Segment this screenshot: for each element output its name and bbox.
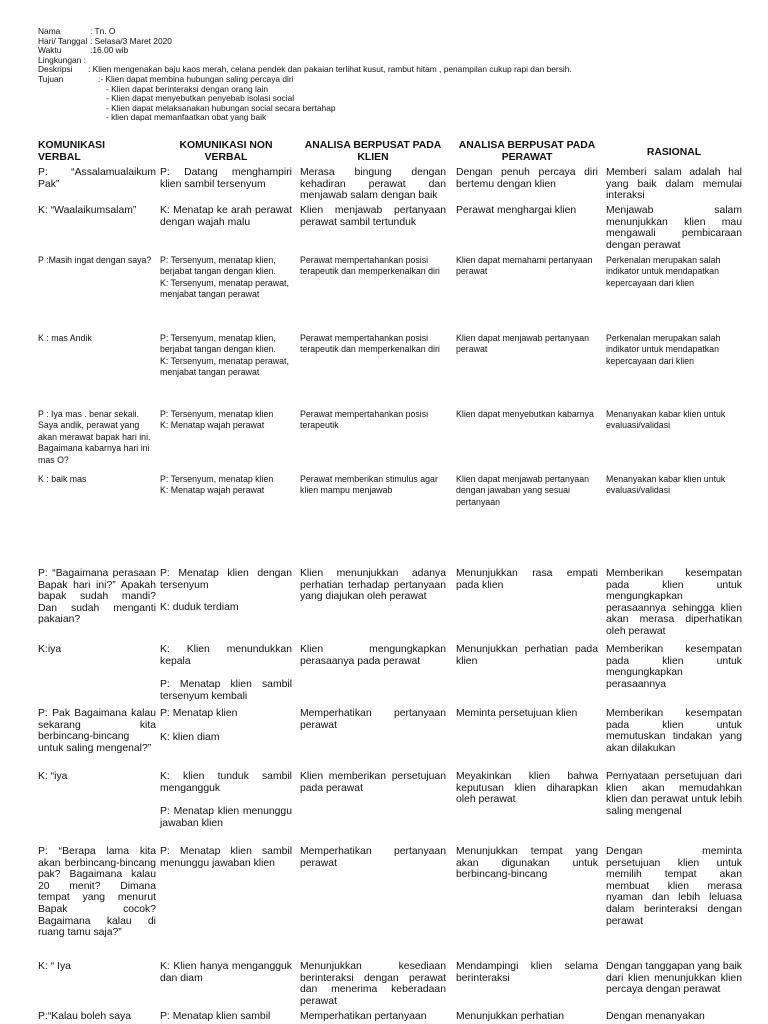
- verbal-cell: P: “Bagaimana perasaan Bapak hari ini?” Apakah bapak sudah mandi? Dan sudah menganti pakaian?: [38, 568, 156, 626]
- nonverbal-cell: [160, 568, 292, 614]
- klien-analysis-cell: Menunjukkan kesediaan berinteraksi dengan perawat dan menerima keberadaan perawat: [300, 961, 446, 1007]
- verbal-cell: P : Iya mas . benar sekali. Saya andik, perawat yang akan merawat bapak hari ini. Bagaimana kabarnya hari ini mas O?: [38, 409, 151, 465]
- rasional-cell: Perkenalan merupakan salah indikator untuk mendapatkan kepercayaan dari klien: [606, 333, 721, 366]
- tujuan-list: [38, 85, 758, 123]
- nonverbal-cell: P: Datang menghampiri klien sambil tersenyum: [160, 167, 292, 190]
- rasional-cell: Menanyakan kabar klien untuk evaluasi/validasi: [606, 409, 726, 431]
- rasional-cell: Dengan menanyakan: [606, 1011, 705, 1022]
- klien-analysis-cell: Memperhatikan pertanyaan perawat: [300, 708, 446, 731]
- klien-analysis-cell: Perawat memberikan stimulus agar klien mampu menjawab: [300, 474, 438, 496]
- nonverbal-line: K: Klien menundukkan kepala: [160, 644, 292, 667]
- tujuan-label: Tujuan: [38, 73, 64, 84]
- perawat-analysis-cell: Mendampingi klien selama berinteraksi: [456, 961, 598, 984]
- klien-analysis-cell: Perawat mempertahankan posisi terapeutik dan memperkenalkan diri: [300, 255, 440, 277]
- perawat-analysis-cell: Klien dapat menyebutkan kabarnya: [456, 409, 594, 419]
- klien-analysis-cell: Memperhatikan pertanyaan: [300, 1011, 427, 1022]
- klien-analysis-cell: Perawat mempertahankan posisi terapeutik: [300, 409, 429, 431]
- rasional-cell: Dengan meminta persetujuan klien untuk memilih tempat akan membuat klien merasa nyaman dan lebih leluasa dalam berinteraksi dengan perawat: [606, 846, 742, 927]
- tujuan-item: - klien dapat memanfaatkan obat yang baik: [106, 112, 267, 123]
- rasional-cell: Pernyataan persetujuan dari klien akan memudahkan klien dan perawat untuk lebih saling mengenal: [606, 771, 742, 817]
- nonverbal-line: K: Menatap wajah perawat: [160, 485, 265, 496]
- nonverbal-line: P: Tersenyum, menatap klien: [160, 474, 274, 484]
- nonverbal-cell: P: Menatap klien sambil menunggu jawaban klien: [160, 846, 292, 869]
- klien-analysis-cell: Klien menunjukkan adanya perhatian terhadap pertanyaan yang diajukan oleh perawat: [300, 568, 446, 603]
- verbal-cell: K:iya: [38, 644, 62, 655]
- rasional-cell: Menjawab salam menunjukkan klien mau mengawali pembicaraan dengan perawat: [606, 205, 742, 251]
- nonverbal-line: P: Menatap klien sambil tersenyum kembali: [160, 679, 292, 702]
- nonverbal-line: P: Menatap klien menunggu jawaban klien: [160, 806, 292, 829]
- rasional-cell: Memberikan kesempatan pada klien untuk memutuskan tindakan yang akan dilakukan: [606, 708, 742, 754]
- verbal-cell: K : baik mas: [38, 474, 87, 484]
- waktu-value: :16.00 wib: [90, 45, 129, 56]
- klien-analysis-cell: Memperhatikan pertanyaan perawat: [300, 846, 446, 869]
- perawat-analysis-cell: Menunjukkan perhatian pada klien: [456, 644, 598, 667]
- perawat-analysis-cell: Menunjukkan tempat yang akan digunakan untuk berbincang-bincang: [456, 846, 598, 881]
- deskripsi-label: Deskripsi: [38, 64, 73, 75]
- verbal-cell: P: “Berapa lama kita akan berbincang-bincang pak? Bagaimana kalau 20 menit? Dimana tempat yang menurut Bapak cocok? Bagaimana kalau di ruang tamu saja?”: [38, 846, 156, 939]
- nonverbal-cell: P: Menatap klien sambil: [160, 1011, 271, 1022]
- nonverbal-line: K: Tersenyum, menatap perawat, menjabat tangan perawat: [160, 277, 289, 300]
- patient-header: [38, 27, 758, 123]
- rasional-cell: Menanyakan kabar klien untuk evaluasi/validasi: [606, 474, 726, 496]
- perawat-analysis-cell: Dengan penuh percaya diri bertemu dengan klien: [456, 167, 598, 190]
- nonverbal-line: K: Menatap wajah perawat: [160, 420, 265, 431]
- rasional-cell: Perkenalan merupakan salah indikator untuk mendapatkan kepercayaan dari klien: [606, 255, 721, 288]
- nonverbal-cell: [160, 771, 292, 829]
- verbal-cell: P:“Kalau boleh saya: [38, 1011, 131, 1022]
- perawat-analysis-cell: Perawat menghargai klien: [456, 205, 577, 216]
- rasional-cell: Memberikan kesempatan pada klien untuk mengungkapkan perasaannya sehingga klien akan merasa diperhatikan oleh perawat: [606, 568, 742, 637]
- perawat-analysis-cell: Meminta persetujuan klien: [456, 708, 578, 719]
- waktu-row: [38, 46, 758, 56]
- verbal-cell: P :Masih ingat dengan saya?: [38, 255, 152, 265]
- verbal-cell: K: “Waalaikumsalam”: [38, 205, 137, 216]
- nama-value: : Tn. O: [90, 26, 116, 36]
- nonverbal-cell: [160, 409, 292, 432]
- nonverbal-cell: K: Klien hanya mengangguk dan diam: [160, 961, 292, 984]
- perawat-analysis-cell: Klien dapat menjawab pertanyaan perawat: [456, 333, 590, 355]
- nonverbal-line: P: Menatap klien: [160, 708, 238, 719]
- column-header-rasional: RASIONAL: [646, 147, 702, 158]
- nonverbal-line: K: klien diam: [160, 731, 220, 743]
- lingkungan-label: Lingkungan :: [38, 54, 86, 65]
- nonverbal-cell: [160, 644, 292, 702]
- nonverbal-cell: [160, 708, 292, 743]
- tujuan-first: :- Klien dapat membina hubungan saling percaya diri: [98, 73, 294, 84]
- column-header-verbal: KOMUNIKASI VERBAL: [38, 140, 105, 163]
- hari-row: [38, 37, 758, 47]
- column-header-klien: ANALISA BERPUSAT PADA KLIEN: [304, 140, 442, 163]
- nonverbal-cell: K: Menatap ke arah perawat dengan wajah malu: [160, 205, 292, 228]
- perawat-analysis-cell: Klien dapat menjawab pertanyaan dengan jawaban yang sesuai pertanyaan: [456, 474, 590, 507]
- column-header-nonverbal: KOMUNIKASI NON VERBAL: [179, 140, 273, 163]
- hari-value: : Selasa/3 Maret 2020: [90, 35, 172, 46]
- nonverbal-cell: [160, 255, 292, 301]
- nonverbal-line: P: Tersenyum, menatap klien, berjabat tangan dengan klien.: [160, 333, 276, 355]
- perawat-analysis-cell: Meyakinkan klien bahwa keputusan klien diharapkan oleh perawat: [456, 771, 598, 806]
- klien-analysis-cell: Perawat mempertahankan posisi terapeutik dan memperkenalkan diri: [300, 333, 440, 355]
- perawat-analysis-cell: Klien dapat memahami pertanyaan perawat: [456, 255, 593, 277]
- nonverbal-line: K: Tersenyum, menatap perawat, menjabat tangan perawat: [160, 355, 289, 378]
- rasional-cell: Memberikan kesempatan pada klien untuk mengungkapkan perasaannya: [606, 644, 742, 690]
- nonverbal-line: P: Tersenyum, menatap klien: [160, 409, 274, 419]
- nonverbal-cell: [160, 474, 292, 497]
- deskripsi-value: : Klien mengenakan baju kaos merah, celana pendek dan pakaian terlihat kusut, rambut hitam , penampilan cukup rapi dan bersih.: [88, 64, 572, 75]
- nonverbal-line: P: Menatap klien dengan tersenyum: [160, 568, 292, 591]
- tujuan-item: - Klien dapat menyebutkan penyebab isolasi social: [106, 93, 295, 104]
- nonverbal-line: K: klien tunduk sambil mengangguk: [160, 771, 292, 794]
- klien-analysis-cell: Klien memberikan persetujuan pada perawat: [300, 771, 446, 794]
- klien-analysis-cell: Klien mengungkapkan perasaanya pada perawat: [300, 644, 446, 667]
- perawat-analysis-cell: Menunjukkan perhatian: [456, 1011, 565, 1022]
- nama-label: Nama: [38, 26, 61, 36]
- nonverbal-line: P: Tersenyum, menatap klien, berjabat tangan dengan klien.: [160, 255, 276, 277]
- tujuan-item: - Klien dapat melaksanakan hubungan social secara bertahap: [106, 102, 336, 113]
- klien-analysis-cell: Klien menjawab pertanyaan perawat sambil tertunduk: [300, 205, 446, 228]
- perawat-analysis-cell: Menunjukkan rasa empati pada klien: [456, 568, 598, 591]
- hari-label: Hari/ Tanggal: [38, 35, 88, 46]
- verbal-cell: K: “iya: [38, 771, 68, 782]
- tujuan-item: - Klien dapat berinteraksi dengan orang lain: [106, 83, 269, 94]
- klien-analysis-cell: Merasa bingung dengan kehadiran perawat dan menjawab salam dengan baik: [300, 167, 446, 202]
- rasional-cell: Dengan tanggapan yang baik dari klien menunjukkan klien percaya dengan perawat: [606, 961, 742, 996]
- waktu-label: Waktu: [38, 45, 62, 56]
- rasional-cell: Memberi salam adalah hal yang baik dalam memulai interaksi: [606, 167, 742, 202]
- column-header-perawat: ANALISA BERPUSAT PADA PERAWAT: [458, 140, 596, 163]
- verbal-cell: P: “Assalamualaikum Pak”: [38, 167, 156, 190]
- verbal-cell: P: Pak Bagaimana kalau sekarang kita berbincang-bincang untuk saling mengenal?”: [38, 708, 156, 754]
- nonverbal-cell: [160, 333, 292, 379]
- verbal-cell: K : mas Andik: [38, 333, 92, 343]
- verbal-cell: K: “ Iya: [38, 961, 71, 972]
- nonverbal-line: K: duduk terdiam: [160, 602, 239, 614]
